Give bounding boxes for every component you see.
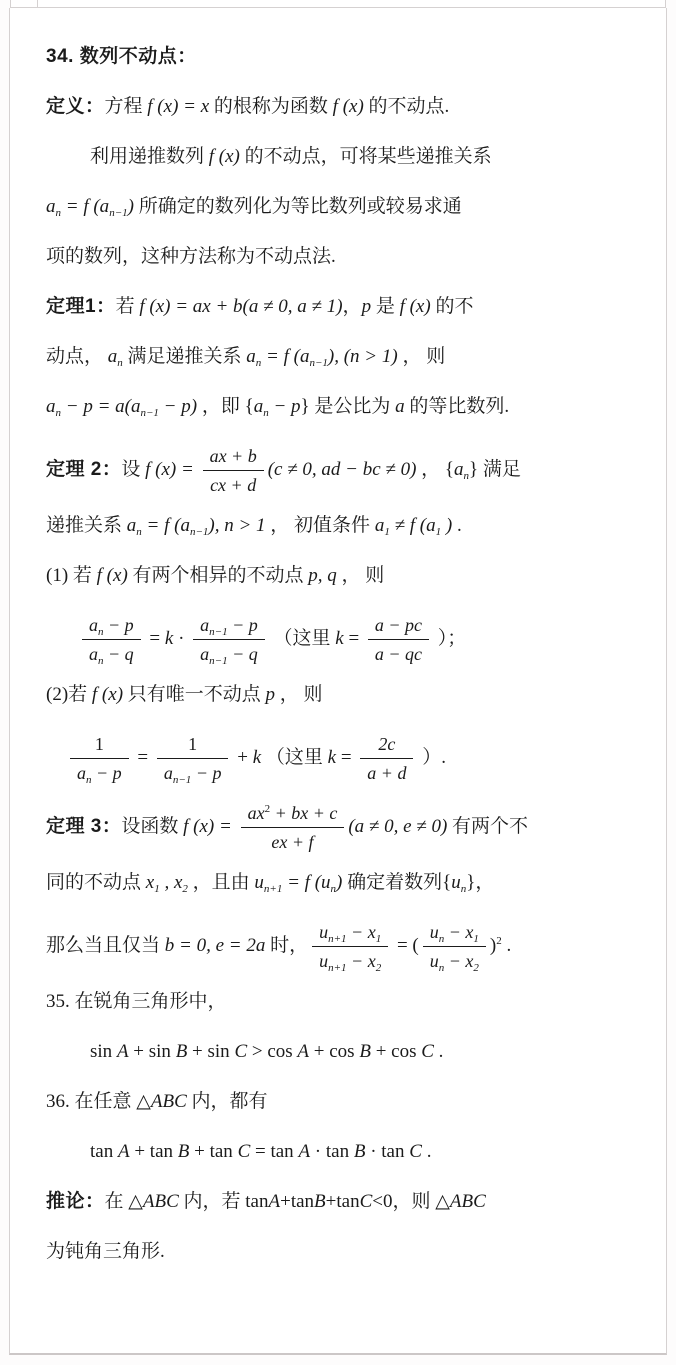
math-run: + bx + c <box>270 803 338 823</box>
fraction-numerator <box>193 613 265 640</box>
case-2-intro <box>46 682 646 708</box>
theorem-2-line-2 <box>46 513 646 539</box>
subscript: n+1 <box>263 883 283 895</box>
text-run: (2)若 f (x) 只有唯一不动点 p ， 则 <box>46 684 323 705</box>
subscript: n <box>86 774 92 786</box>
math-run: $a_{n-1} - p$ <box>163 763 222 786</box>
fraction-numerator <box>368 613 429 640</box>
math-run: p, q <box>308 565 337 586</box>
math-run: ABC <box>142 1191 179 1212</box>
subscript: 2 <box>375 962 382 974</box>
fraction <box>82 613 141 666</box>
text-run: 动点， $a_n$ 满足递推关系 $a_n = f$ $(a_{n-1})$, (n > 1) ， 则 <box>46 346 446 369</box>
bold-label: 定义： <box>46 96 105 117</box>
theorem-1-line-1 <box>46 294 646 320</box>
subscript: n <box>330 883 337 895</box>
math-run: f (x) <box>91 684 124 705</box>
fraction-numerator <box>360 732 413 759</box>
math-run: (a ≠ 0, e ≠ 0) <box>348 815 448 837</box>
math-run: $a_n - p$ <box>253 396 301 419</box>
document-page <box>9 8 667 1355</box>
subscript: n+1 <box>328 933 347 945</box>
subscript: n−1 <box>209 655 228 667</box>
text-run: 定理1：若 f (x) = ax + b(a ≠ 0, a ≠ 1)，p 是 f (x) 的不 <box>46 296 474 317</box>
fraction-numerator <box>312 920 388 947</box>
subscript: n−1 <box>109 207 128 219</box>
fraction-denominator <box>360 759 413 785</box>
fraction-denominator <box>423 947 486 973</box>
subscript: 1 <box>375 933 382 945</box>
math-run: ABC <box>150 1091 187 1112</box>
text-run: (c ≠ 0, ad − bc ≠ 0) ， $\{a_n\}$ 满足 <box>267 458 521 482</box>
math-run: f (x) = <box>183 815 237 837</box>
math-run: C <box>234 1041 248 1062</box>
fraction-numerator <box>203 444 264 471</box>
case-1-intro <box>46 563 646 589</box>
math-run: ABC <box>449 1191 486 1212</box>
superscript: 2 <box>264 803 271 815</box>
math-run: f (x) <box>208 146 240 167</box>
fraction-numerator <box>82 613 141 640</box>
math-run: $u_n - x_1$ <box>429 922 479 945</box>
subscript: 1 <box>435 526 442 538</box>
subscript: n <box>463 469 470 482</box>
fraction-numerator: 1 <box>157 732 229 759</box>
bold-label: 定理 2： <box>46 458 122 480</box>
math-run: b = 0, e = 2a <box>164 934 266 956</box>
text-run: 定理 2：设 f (x) = <box>46 458 199 480</box>
math-run: $u_n$ <box>451 872 467 895</box>
text-run: = k · <box>144 627 190 649</box>
intro-paragraph-line-2 <box>46 194 646 220</box>
page-content <box>10 8 666 1265</box>
math-run: $a_n = f$ $(a_{n-1})$, n > 1 <box>126 515 266 538</box>
corollary-line-2 <box>46 1239 646 1265</box>
subscript: n−1 <box>172 774 192 786</box>
theorem-3-line-3 <box>46 920 646 973</box>
text-run: + k （这里 k = <box>232 746 357 768</box>
fraction-denominator <box>203 471 264 497</box>
text-run: tan A + tan B + tan C = tan A · tan B · tan C . <box>90 1141 432 1162</box>
item-35-intro <box>46 989 646 1015</box>
subscript: n <box>263 407 269 419</box>
text-run: 同的不动点 $x_1$ , $x_2$ ，且由 $u_{n+1} = f$ $(u_n)$ 确定着数列$\{u_n\}$， <box>46 872 495 895</box>
bold-label: 定理1： <box>46 296 116 317</box>
math-run: a <box>395 396 405 417</box>
case-2-formula <box>46 732 646 785</box>
math-run: B <box>175 1041 188 1062</box>
math-run: f (x) = ax + b(a ≠ 0, a ≠ 1) <box>139 296 343 317</box>
math-run: a − pc <box>374 615 423 635</box>
fraction-denominator <box>82 640 141 666</box>
fraction-numerator <box>423 920 486 947</box>
text-run: 为钝角三角形. <box>46 1241 165 1262</box>
math-run: B <box>359 1041 371 1062</box>
text-run: (a ≠ 0, e ≠ 0) 有两个不 <box>348 815 529 837</box>
math-run: C <box>237 1141 251 1162</box>
math-run: A <box>268 1191 281 1212</box>
text-run: （这里 k = <box>268 627 364 649</box>
math-run: p <box>265 684 276 705</box>
math-run: $a_n - p = a(a_{n-1} - p)$ <box>46 396 198 419</box>
math-run: ax <box>247 803 265 823</box>
item-36-formula <box>46 1139 646 1165</box>
text-run: 项的数列，这种方法称为不动点法. <box>46 246 336 267</box>
intro-paragraph-line-1 <box>46 144 646 170</box>
math-run: A <box>116 1041 129 1062</box>
previous-page-bottom-edge <box>10 0 666 8</box>
fraction-denominator <box>157 759 229 785</box>
previous-page-content-edge <box>37 0 38 7</box>
subscript: n+1 <box>328 962 347 974</box>
math-run: A <box>298 1141 311 1162</box>
text-run: $a_n = f$ $(a_{n-1})$ 所确定的数列化为等比数列或较易求通 <box>46 196 462 219</box>
text-run: 35. 在锐角三角形中， <box>46 991 227 1012</box>
math-run: $u_{n+1} - x_1$ <box>319 922 382 945</box>
subscript: n <box>55 207 61 219</box>
math-run: B <box>314 1191 326 1212</box>
text-run: = ( <box>392 934 419 956</box>
intro-paragraph-line-3 <box>46 244 646 270</box>
subscript: n−1 <box>189 526 209 538</box>
theorem-3-line-1 <box>46 801 646 854</box>
case-1-formula <box>46 613 646 666</box>
theorem-1-line-2 <box>46 344 646 370</box>
math-run: cx + d <box>210 475 257 495</box>
subscript: 1 <box>384 526 390 538</box>
subscript: n <box>438 933 445 945</box>
definition-line <box>46 94 646 120</box>
fraction <box>368 613 429 666</box>
math-run: $a_n = f$ $(a_{n-1})$, (n > 1) <box>246 346 398 369</box>
text-run: )$^2$ . <box>489 934 512 956</box>
math-run: ax + b <box>209 446 257 466</box>
subscript: n <box>460 883 467 895</box>
subscript: 1 <box>154 883 160 895</box>
text-run <box>46 46 197 67</box>
fraction <box>241 801 345 854</box>
bold-label: 推论： <box>46 1191 105 1212</box>
subscript: 1 <box>473 933 479 945</box>
subscript: n−1 <box>209 626 228 638</box>
text-run: 定理 3：设函数 f (x) = <box>46 815 237 837</box>
math-run: A <box>297 1041 310 1062</box>
subscript: n <box>98 626 104 638</box>
math-run: f (x) <box>332 96 364 117</box>
text-run: $a_n - p = a(a_{n-1} - p)$ ，即 $\{a_n - p\}$ 是公比为 a 的等比数列. <box>46 396 510 419</box>
item-35-formula <box>46 1039 646 1065</box>
math-run: p <box>361 296 372 317</box>
math-run: C <box>359 1191 373 1212</box>
math-run: $u_n - x_2$ <box>429 951 479 974</box>
fraction <box>70 732 129 785</box>
math-run: C <box>421 1041 434 1062</box>
math-run: B <box>177 1141 190 1162</box>
math-run: a − qc <box>374 644 423 664</box>
fraction <box>193 613 265 666</box>
math-run: k <box>335 627 344 649</box>
math-run: B <box>353 1141 366 1162</box>
fraction-denominator <box>241 828 345 854</box>
subscript: n <box>438 962 445 974</box>
math-run: $a_n - p$ <box>89 615 134 638</box>
fraction <box>203 444 264 497</box>
theorem-1-line-3 <box>46 394 646 420</box>
subscript: n <box>255 357 262 369</box>
math-run: $u_{n+1} = f$ $(u_n)$ <box>254 872 343 895</box>
theorem-3-line-2 <box>46 870 646 896</box>
text-run: ）； <box>433 627 467 649</box>
subscript: n−1 <box>140 407 159 419</box>
math-run: $a_1 \ne f$ ($a_1$ ) <box>374 515 453 538</box>
subscript: n−1 <box>309 357 328 369</box>
math-run: $a_n = f$ $(a_{n-1})$ <box>46 196 134 219</box>
math-run: k <box>252 746 262 768</box>
math-run: f (x) <box>399 296 431 317</box>
subscript: n <box>98 655 104 667</box>
math-run: A <box>117 1141 130 1162</box>
fraction <box>360 732 413 785</box>
bold-label: 34. 数列不动点： <box>46 46 197 67</box>
fraction-numerator: 1 <box>70 732 129 759</box>
subscript: 2 <box>473 962 479 974</box>
subscript: n <box>55 407 61 419</box>
text-run: 36. 在任意 △ABC 内，都有 <box>46 1091 268 1112</box>
fraction-denominator <box>312 947 388 973</box>
fraction-denominator <box>193 640 265 666</box>
math-run: ex + f <box>271 832 314 852</box>
math-run: C <box>409 1141 422 1162</box>
math-run: f (x) = <box>145 458 199 480</box>
math-run: $a_n$ <box>454 458 470 482</box>
math-run: $x_1$ , $x_2$ <box>145 872 188 895</box>
text-run: (1) 若 f (x) 有两个相异的不动点 p, q ， 则 <box>46 565 385 586</box>
math-run: $a_n - p$ <box>77 763 122 786</box>
math-run: 2c <box>378 734 396 754</box>
text-run: 那么当且仅当 b = 0, e = 2a 时， <box>46 934 309 956</box>
text-run: ）. <box>417 746 446 768</box>
subscript: n <box>117 357 123 369</box>
theorem-2-line-1 <box>46 444 646 497</box>
math-run: $u_{n+1} - x_2$ <box>319 951 382 974</box>
fraction-denominator <box>368 640 429 666</box>
fraction <box>157 732 229 785</box>
fraction <box>312 920 388 973</box>
math-run: f (x) <box>96 565 128 586</box>
bold-label: 定理 3： <box>46 815 122 837</box>
item-36-intro <box>46 1089 646 1115</box>
math-run: f (x) = x <box>147 96 210 117</box>
corollary-line-1 <box>46 1189 646 1215</box>
text-run: 利用递推数列 f (x) 的不动点，可将某些递推关系 <box>90 146 492 167</box>
math-run: $a_n$ <box>107 346 123 369</box>
subscript: n <box>136 526 142 538</box>
fraction <box>423 920 486 973</box>
math-run: (c ≠ 0, ad − bc ≠ 0) <box>267 458 417 480</box>
math-run: $a_n - q$ <box>89 644 134 667</box>
math-run: $a_{n-1} - q$ <box>200 644 258 667</box>
fraction-numerator <box>241 801 345 828</box>
superscript: 2 <box>496 934 502 947</box>
math-run: k <box>327 746 337 768</box>
subscript: 2 <box>182 883 188 895</box>
text-run: sin A + sin B + sin C > cos A + cos B + cos C . <box>90 1041 444 1062</box>
fraction-denominator <box>70 759 129 785</box>
heading-item-34 <box>46 44 646 70</box>
text-run: 定义：方程 f (x) = x 的根称为函数 f (x) 的不动点. <box>46 96 450 117</box>
text-run: 推论：在 △ABC 内，若 tanA+tanB+tanC<0，则 △ABC <box>46 1191 486 1212</box>
math-run: k <box>164 627 174 649</box>
text-run: 递推关系 $a_n = f$ $(a_{n-1})$, n > 1 ， 初值条件 $a_1 \ne f$ ($a_1$ ) . <box>46 515 462 538</box>
math-run: a + d <box>367 763 407 783</box>
text-run: = <box>132 746 153 768</box>
math-run: $a_{n-1} - p$ <box>200 615 258 638</box>
